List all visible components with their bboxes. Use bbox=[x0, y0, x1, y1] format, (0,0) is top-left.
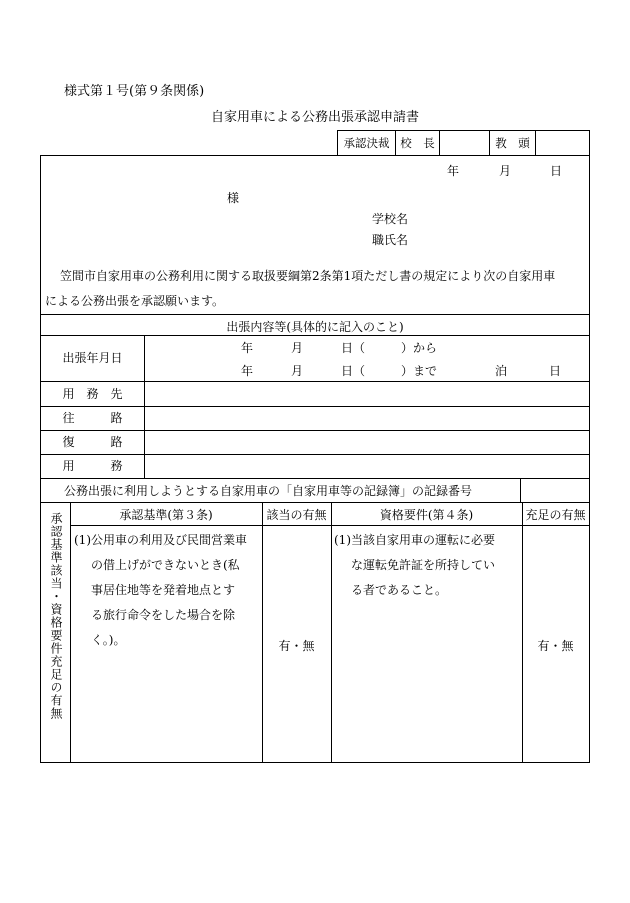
qualification-line: (1)当該自家用車の運転に必要 bbox=[334, 533, 495, 547]
principal-label: 校 長 bbox=[396, 131, 440, 155]
approval-criteria-line: く。)。 bbox=[91, 633, 126, 647]
qualification-header: 資格要件(第４条) bbox=[379, 508, 474, 522]
from-month: 月 bbox=[291, 341, 304, 355]
applicable-value[interactable]: 有・無 bbox=[278, 639, 315, 653]
application-form bbox=[40, 155, 590, 763]
to-month: 月 bbox=[291, 364, 304, 378]
qualification-line: な運転免許証を所持してい bbox=[351, 558, 496, 572]
outbound-route-label: 往 路 bbox=[62, 411, 123, 425]
principal-stamp-cell[interactable] bbox=[440, 131, 490, 155]
business-label: 用 務 bbox=[62, 459, 123, 473]
satisfied-value[interactable]: 有・無 bbox=[537, 639, 574, 653]
vice-principal-stamp-cell[interactable] bbox=[536, 131, 589, 155]
approval-criteria-line: 事居住地等を発着地点とす bbox=[91, 583, 236, 597]
date-day-label: 日 bbox=[550, 164, 563, 178]
from-year: 年 bbox=[241, 341, 254, 355]
nights-label: 泊 bbox=[495, 364, 508, 378]
trip-section-title: 出張内容等(具体的に記入のこと) bbox=[226, 320, 404, 334]
approval-criteria-line: (1)公用車の利用及び民間営業車 bbox=[74, 533, 247, 547]
statement-line-1: 笠間市自家用車の公務利用に関する取扱要綱第2条第1項ただし書の規定により次の自家用車 bbox=[60, 269, 556, 283]
approval-label: 承認決裁 bbox=[338, 131, 396, 155]
destination-label: 用 務 先 bbox=[62, 387, 123, 401]
from-suffix: ）から bbox=[401, 341, 438, 355]
official-name-label: 職氏名 bbox=[372, 233, 409, 247]
to-year: 年 bbox=[241, 364, 254, 378]
document-title: 自家用車による公務出張承認申請書 bbox=[210, 110, 419, 125]
approval-criteria-line: の借上げができないとき(私 bbox=[91, 558, 240, 572]
approval-criteria-line: る旅行命令をした場合を除 bbox=[91, 608, 236, 622]
date-year-label: 年 bbox=[447, 164, 460, 178]
form-number-label: 様式第１号(第９条関係) bbox=[64, 84, 205, 99]
return-route-label: 復 路 bbox=[62, 435, 123, 449]
approval-criteria-header: 承認基準(第３条) bbox=[119, 508, 213, 522]
satisfied-header: 充足の有無 bbox=[525, 508, 586, 522]
qualification-line: る者であること。 bbox=[351, 583, 448, 597]
trip-date-label: 出張年月日 bbox=[62, 351, 123, 365]
to-day: 日（ bbox=[341, 364, 366, 378]
vice-principal-label: 教 頭 bbox=[490, 131, 536, 155]
criteria-side-label: 承認基準該当・資格要件充足の有無 bbox=[49, 512, 63, 720]
date-month-label: 月 bbox=[499, 164, 512, 178]
applicable-header: 該当の有無 bbox=[266, 508, 327, 522]
from-day: 日（ bbox=[341, 341, 366, 355]
record-number-label: 公務出張に利用しようとする自家用車の「自家用車等の記録簿」の記録番号 bbox=[64, 484, 473, 498]
addressee-suffix: 様 bbox=[227, 191, 240, 205]
statement-line-2: による公務出張を承認願います。 bbox=[45, 294, 225, 308]
school-name-label: 学校名 bbox=[372, 212, 409, 226]
to-suffix: ）まで bbox=[401, 364, 438, 378]
approval-box bbox=[337, 130, 590, 155]
days-label: 日 bbox=[549, 364, 562, 378]
